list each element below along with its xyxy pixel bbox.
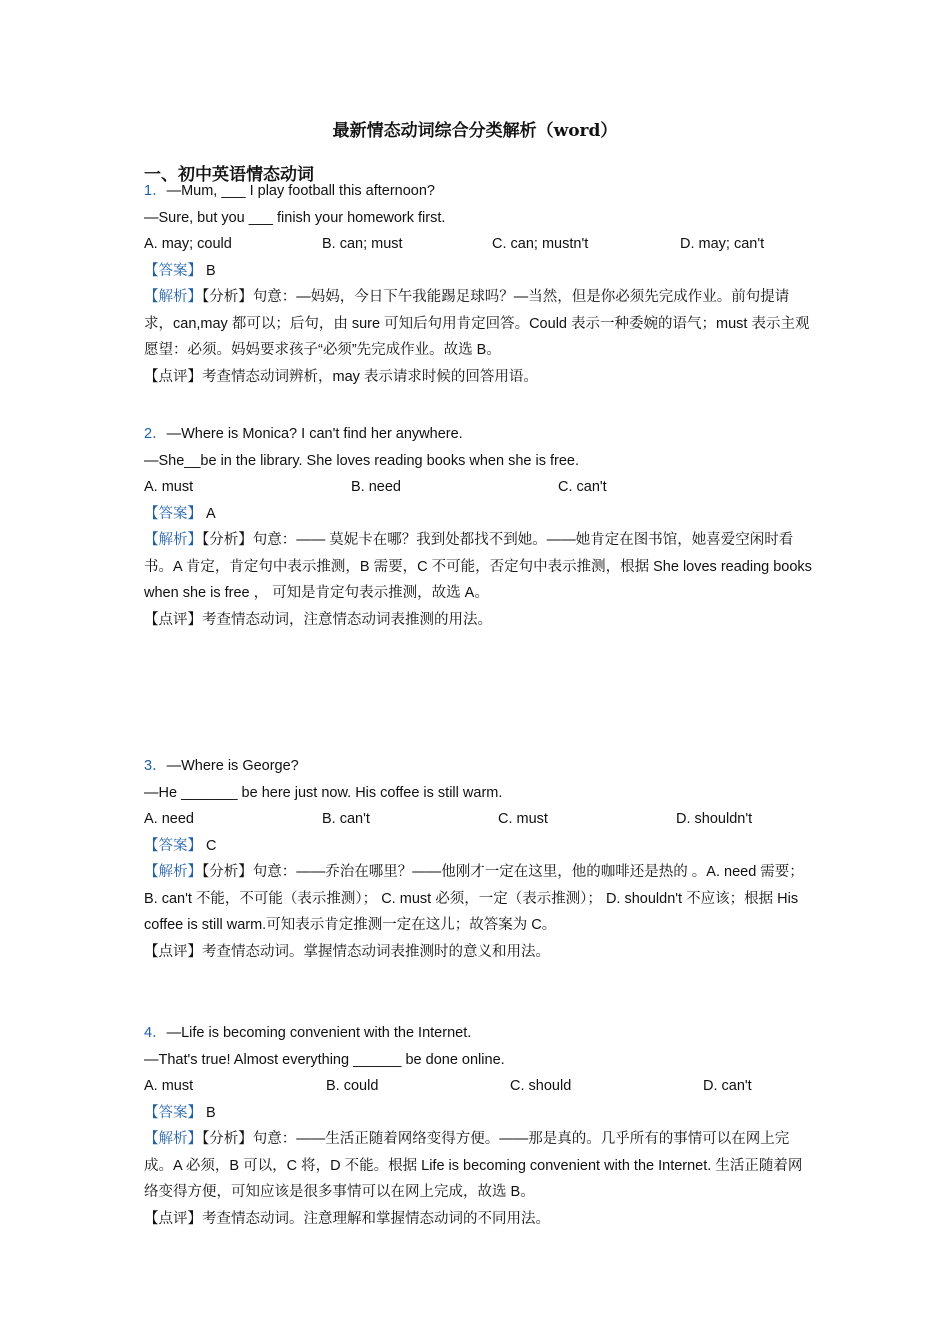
page-title: 最新情态动词综合分类解析（word） [332,121,618,141]
option-b: B. could [326,1078,379,1094]
question-number: 3． [144,758,167,774]
answer-value: C [206,837,217,854]
option-a: A. must [144,1078,194,1094]
analysis-label: 【解析】 [144,532,202,548]
analysis-text: 【分析】句意：——乔治在哪里？——他刚才一定在这里，他的咖啡还是热的 。A. need 需要； B. can't 不能，不可能（表示推测）； C. must 必须，一定（表示推测）； D. shouldn't 不应该；根据 His coffee is still warm.可知表示肯定推测一定在这儿；故答案为 C。 [144,864,804,933]
answer-line [144,1100,814,1127]
option-c: C. must [498,811,548,827]
answer-value: A [206,505,216,522]
question-text: —Where is Monica? I can't find her anywhere. [166,426,463,442]
options-row [144,1073,814,1100]
answer-value: B [206,1104,216,1121]
option-a: A. need [144,811,194,827]
analysis-block [144,1126,814,1206]
answer-label: 【答案】 [144,837,202,854]
analysis-block [144,859,814,939]
option-b: B. can't [322,811,370,827]
analysis-block [144,527,814,607]
option-c: C. should [510,1078,572,1094]
option-d: D. shouldn't [676,811,753,827]
option-b: B. can; must [322,236,403,252]
question-1 [144,178,814,390]
answer-line [144,258,814,285]
question-number: 2． [144,426,167,442]
comment-line: 【点评】考查情态动词辨析，may 表示请求时候的回答用语。 [144,368,538,385]
option-d: D. can't [703,1078,752,1094]
question-line-1 [144,178,814,205]
option-a: A. must [144,479,194,495]
question-text: —Life is becoming convenient with the Internet. [166,1025,472,1041]
analysis-label: 【解析】 [144,864,202,880]
question-line-1 [144,1020,814,1047]
option-c: C. can; mustn't [492,236,589,252]
option-c: C. can't [558,479,607,495]
question-line-1 [144,421,814,448]
comment-line: 【点评】考查情态动词。掌握情态动词表推测时的意义和用法。 [144,943,550,960]
analysis-text: 【分析】句意：——生活正随着网络变得方便。——那是真的。几乎所有的事情可以在网上完成。A 必须，B 可以，C 将，D 不能。根据 Life is becoming convenient with the Internet. 生活正随着网络变得方便，可知应该是很多事情可以在网上完成，故选 B。 [144,1131,803,1200]
analysis-text: 【分析】句意：—— 莫妮卡在哪？我到处都找不到她。——她肯定在图书馆，她喜爱空闲时看书。A 肯定，肯定句中表示推测，B 需要，C 不可能，否定句中表示推测，根据 She loves reading books when she is free ， 可知是肯定句表示推测，故选 A。 [144,532,812,601]
section-title: 一、初中英语情态动词 [144,165,314,185]
analysis-label: 【解析】 [144,1131,202,1147]
question-number: 4． [144,1025,167,1041]
analysis-block [144,284,814,364]
answer-label: 【答案】 [144,262,202,279]
question-text: —Where is George? [166,758,299,774]
comment-line: 【点评】考查情态动词。注意理解和掌握情态动词的不同用法。 [144,1210,550,1227]
question-line-2: —That's true! Almost everything ______ be done online. [144,1051,505,1068]
question-text: —Mum, ___ I play football this afternoon? [166,183,435,199]
options-row [144,474,814,501]
question-line-2: —Sure, but you ___ finish your homework first. [144,209,446,226]
question-3 [144,753,814,965]
question-line-2: —She__be in the library. She loves reading books when she is free. [144,452,579,469]
question-number: 1． [144,183,167,199]
question-4 [144,1020,814,1232]
options-row [144,231,814,258]
answer-line [144,833,814,860]
answer-label: 【答案】 [144,505,202,522]
option-b: B. need [351,479,401,495]
analysis-text: 【分析】句意：—妈妈，今日下午我能踢足球吗？—当然，但是你必须先完成作业。前句提请求，can,may 都可以；后句，由 sure 可知后句用肯定回答。Could 表示一种委婉的语气；must 表示主观愿望：必须。妈妈要求孩子“必须”先完成作业。故选 B。 [144,289,810,358]
option-d: D. may; can't [680,236,765,252]
options-row [144,806,814,833]
option-a: A. may; could [144,236,232,252]
question-line-1 [144,753,814,780]
question-2 [144,421,814,633]
answer-label: 【答案】 [144,1104,202,1121]
answer-line [144,501,814,528]
question-line-2: —He _______ be here just now. His coffee is still warm. [144,784,503,801]
answer-value: B [206,262,216,279]
comment-line: 【点评】考查情态动词，注意情态动词表推测的用法。 [144,611,492,628]
analysis-label: 【解析】 [144,289,202,305]
